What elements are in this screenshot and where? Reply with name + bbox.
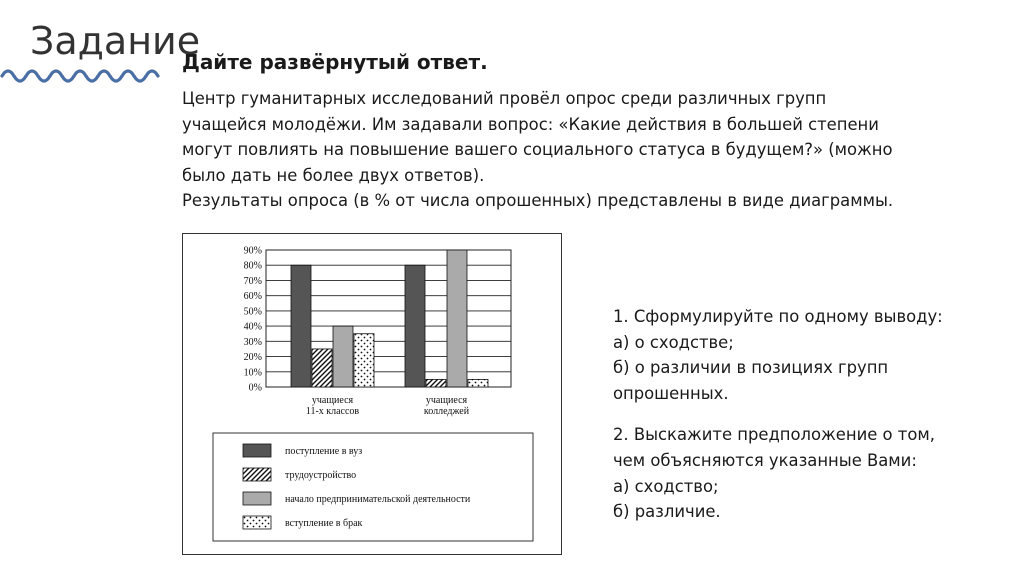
bar [354, 334, 374, 387]
legend-label: вступление в брак [285, 518, 363, 529]
slide-title: Задание [30, 19, 201, 63]
task-line: было дать не более двух ответов). [182, 165, 485, 185]
question-2 [613, 422, 1003, 524]
legend-swatch [243, 492, 271, 505]
y-tick-label: 70% [243, 275, 262, 287]
y-tick-label: 90% [243, 245, 262, 257]
y-tick-label: 50% [243, 306, 262, 318]
legend-label: трудоустройство [285, 470, 357, 481]
question-1 [613, 304, 1003, 406]
y-tick-label: 0% [248, 382, 262, 394]
question-1-b-cont: опрошенных. [613, 383, 729, 403]
task-line: Центр гуманитарных исследований провёл опрос среди различных групп [182, 89, 827, 108]
y-tick-label: 20% [243, 352, 262, 364]
chart-canvas [183, 234, 563, 556]
question-2-a: а) сходство; [613, 476, 719, 496]
x-category-label: колледжей [423, 406, 470, 417]
wave-decoration [0, 62, 170, 90]
question-2-b: б) различие. [613, 502, 721, 522]
y-tick-label: 10% [243, 367, 262, 379]
question-1-text: 1. Сформулируйте по одному выводу: [613, 307, 943, 326]
bar [426, 379, 446, 387]
task-line: могут повлиять на повышение вашего социального статуса в будущем?» (можно [182, 140, 893, 160]
bar [447, 250, 467, 387]
y-tick-label: 40% [243, 321, 262, 333]
task-line: учащейся молодёжи. Им задавали вопрос: «Какие действия в большей степени [182, 114, 879, 134]
x-category-label: учащиеся [311, 395, 354, 406]
questions-block [613, 304, 1003, 525]
bar [291, 265, 311, 387]
bar [333, 326, 353, 387]
bar [405, 265, 425, 387]
task-heading: Дайте развёрнутый ответ. [182, 50, 488, 74]
legend-label: поступление в вуз [285, 446, 363, 457]
legend-swatch [243, 444, 271, 457]
legend-swatch [243, 516, 271, 529]
y-tick-label: 80% [243, 260, 262, 272]
y-tick-label: 30% [243, 336, 262, 348]
question-1-a: а) о сходстве; [613, 332, 734, 352]
bar [468, 379, 488, 387]
task-body [182, 86, 1002, 214]
question-1-b: б) о различии в позициях групп [613, 358, 889, 378]
legend-label: начало предпринимательской деятельности [285, 494, 471, 505]
question-2-text: 2. Выскажите предположение о том, [613, 425, 935, 445]
task-line: Результаты опроса (в % от числа опрошенных) представлены в виде диаграммы. [182, 191, 894, 211]
x-category-label: 11-х классов [305, 406, 360, 417]
y-tick-label: 60% [243, 291, 262, 303]
legend-swatch [243, 468, 271, 481]
question-2-text-cont: чем объясняются указанные Вами: [613, 450, 917, 470]
x-category-label: учащиеся [425, 395, 468, 406]
survey-chart [182, 233, 562, 555]
bar [312, 349, 332, 387]
